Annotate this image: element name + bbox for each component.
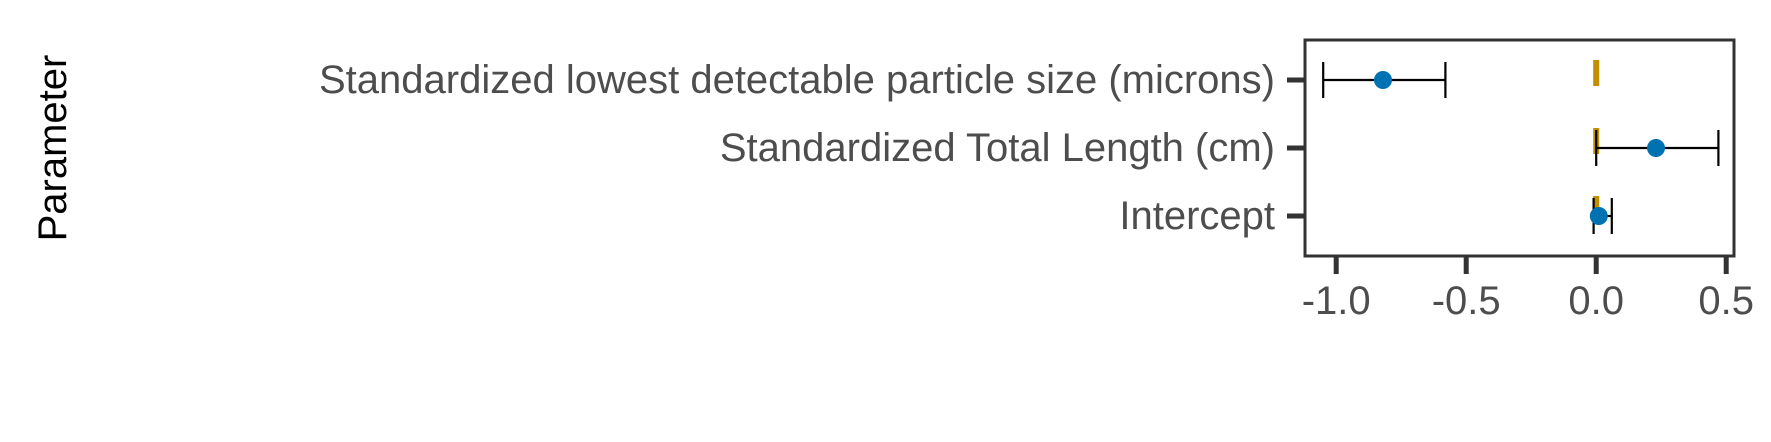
y-tick-label: Standardized Total Length (cm)	[719, 126, 1275, 170]
estimate-point	[1374, 71, 1392, 89]
estimate-point	[1590, 207, 1608, 225]
x-tick-label: 0.5	[1698, 279, 1755, 323]
estimate-point	[1647, 139, 1665, 157]
y-tick-label: Standardized lowest detectable particle size (microns)	[319, 58, 1275, 102]
y-axis-title: Parameter	[31, 54, 75, 242]
x-tick-label: 0.0	[1568, 279, 1625, 323]
y-tick-label: Intercept	[1119, 194, 1275, 238]
x-tick-label: -1.0	[1301, 279, 1371, 323]
x-tick-label: -0.5	[1431, 279, 1501, 323]
